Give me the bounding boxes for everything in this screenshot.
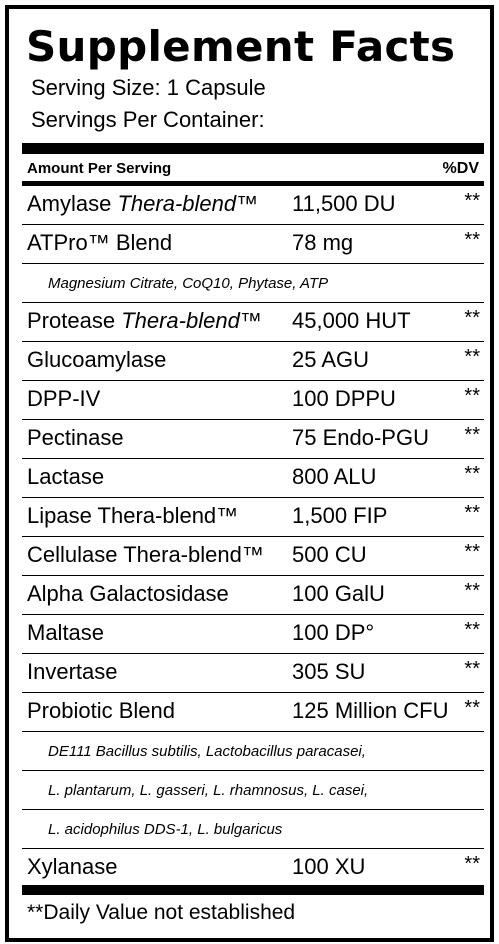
nutrient-amount: 75 Endo-PGU — [292, 425, 429, 450]
serving-size: Serving Size: 1 Capsule — [31, 75, 266, 100]
nutrient-amount: 45,000 HUT — [292, 308, 411, 333]
nutrient-dv: ** — [464, 229, 480, 251]
nutrient-dv: ** — [464, 580, 480, 602]
nutrient-row-protease — [22, 303, 484, 339]
nutrient-amount: 800 ALU — [292, 464, 377, 489]
nutrient-amount: 1,500 FIP — [292, 503, 388, 528]
nutrient-name: Lipase Thera-blend™ — [27, 503, 239, 528]
blend-ingredients-probiotic-3 — [22, 810, 484, 846]
blend-ingredients-atpro — [22, 264, 484, 300]
nutrient-amount: 25 AGU — [292, 347, 370, 372]
nutrient-name: Maltase — [27, 620, 105, 645]
nutrient-name: DPP-IV — [27, 386, 101, 411]
nutrient-dv: ** — [464, 463, 480, 485]
nutrient-dv: ** — [464, 853, 480, 875]
nutrient-amount: 78 mg — [292, 230, 354, 255]
nutrient-name: Alpha Galactosidase — [27, 581, 229, 606]
nutrient-row-glucoamylase — [22, 342, 484, 378]
nutrient-name: Protease Thera-blend™ — [27, 308, 262, 333]
nutrient-name: Xylanase — [27, 854, 118, 879]
nutrient-amount: 125 Million CFU — [292, 698, 449, 723]
nutrient-dv: ** — [464, 424, 480, 446]
blend-ingredients-text: L. acidophilus DDS-1, L. bulgaricus — [48, 821, 283, 838]
blend-ingredients-probiotic-1 — [22, 732, 484, 768]
nutrient-dv: ** — [464, 541, 480, 563]
thick-divider-top — [22, 143, 484, 154]
nutrient-row-cellulase — [22, 537, 484, 573]
nutrient-dv: ** — [464, 502, 480, 524]
column-header — [25, 157, 481, 181]
nutrient-dv: ** — [464, 346, 480, 368]
nutrient-dv: ** — [464, 190, 480, 212]
nutrient-row-lactase — [22, 459, 484, 495]
nutrient-amount: 500 CU — [292, 542, 367, 567]
nutrient-name: Probiotic Blend — [27, 698, 175, 723]
nutrient-dv: ** — [464, 697, 480, 719]
blend-ingredients-text: L. plantarum, L. gasseri, L. rhamnosus, L. casei, — [48, 782, 369, 799]
nutrient-row-dpp-iv — [22, 381, 484, 417]
thick-divider-bottom — [22, 885, 484, 895]
nutrient-name: Amylase Thera-blend™ — [27, 191, 259, 216]
nutrient-dv: ** — [464, 385, 480, 407]
nutrient-name: Cellulase Thera-blend™ — [27, 542, 264, 567]
nutrient-row-pectinase — [22, 420, 484, 456]
nutrient-name: Invertase — [27, 659, 118, 684]
nutrient-amount: 100 DP° — [292, 620, 375, 645]
nutrient-dv: ** — [464, 658, 480, 680]
nutrient-row-maltase — [22, 615, 484, 651]
amount-per-serving-label: Amount Per Serving — [27, 160, 172, 177]
nutrient-name: Glucoamylase — [27, 347, 167, 372]
nutrient-amount: 100 GalU — [292, 581, 385, 606]
nutrient-amount: 305 SU — [292, 659, 366, 684]
nutrient-row-amylase — [22, 186, 484, 222]
nutrient-amount: 11,500 DU — [292, 191, 396, 216]
nutrient-name: Pectinase — [27, 425, 124, 450]
daily-value-footnote: **Daily Value not established — [27, 901, 296, 924]
panel-title: Supplement Facts — [26, 22, 456, 71]
supplement-facts-panel — [5, 5, 494, 942]
nutrient-dv: ** — [464, 619, 480, 641]
nutrient-row-lipase — [22, 498, 484, 534]
nutrient-amount: 100 DPPU — [292, 386, 396, 411]
nutrient-row-xylanase — [22, 849, 484, 885]
nutrient-name: ATPro™ Blend — [27, 230, 173, 255]
nutrient-row-invertase — [22, 654, 484, 690]
nutrient-row-atpro — [22, 225, 484, 261]
nutrient-name: Lactase — [27, 464, 105, 489]
nutrient-dv: ** — [464, 307, 480, 329]
nutrient-amount: 100 XU — [292, 854, 366, 879]
blend-ingredients-text: Magnesium Citrate, CoQ10, Phytase, ATP — [48, 275, 329, 292]
servings-per-container: Servings Per Container: — [31, 107, 265, 132]
blend-ingredients-text: DE111 Bacillus subtilis, Lactobacillus paracasei, — [48, 743, 366, 760]
nutrient-row-probiotic-blend — [22, 693, 484, 729]
nutrient-row-alpha-galactosidase — [22, 576, 484, 612]
dv-header-label: %DV — [442, 160, 479, 177]
blend-ingredients-probiotic-2 — [22, 771, 484, 807]
